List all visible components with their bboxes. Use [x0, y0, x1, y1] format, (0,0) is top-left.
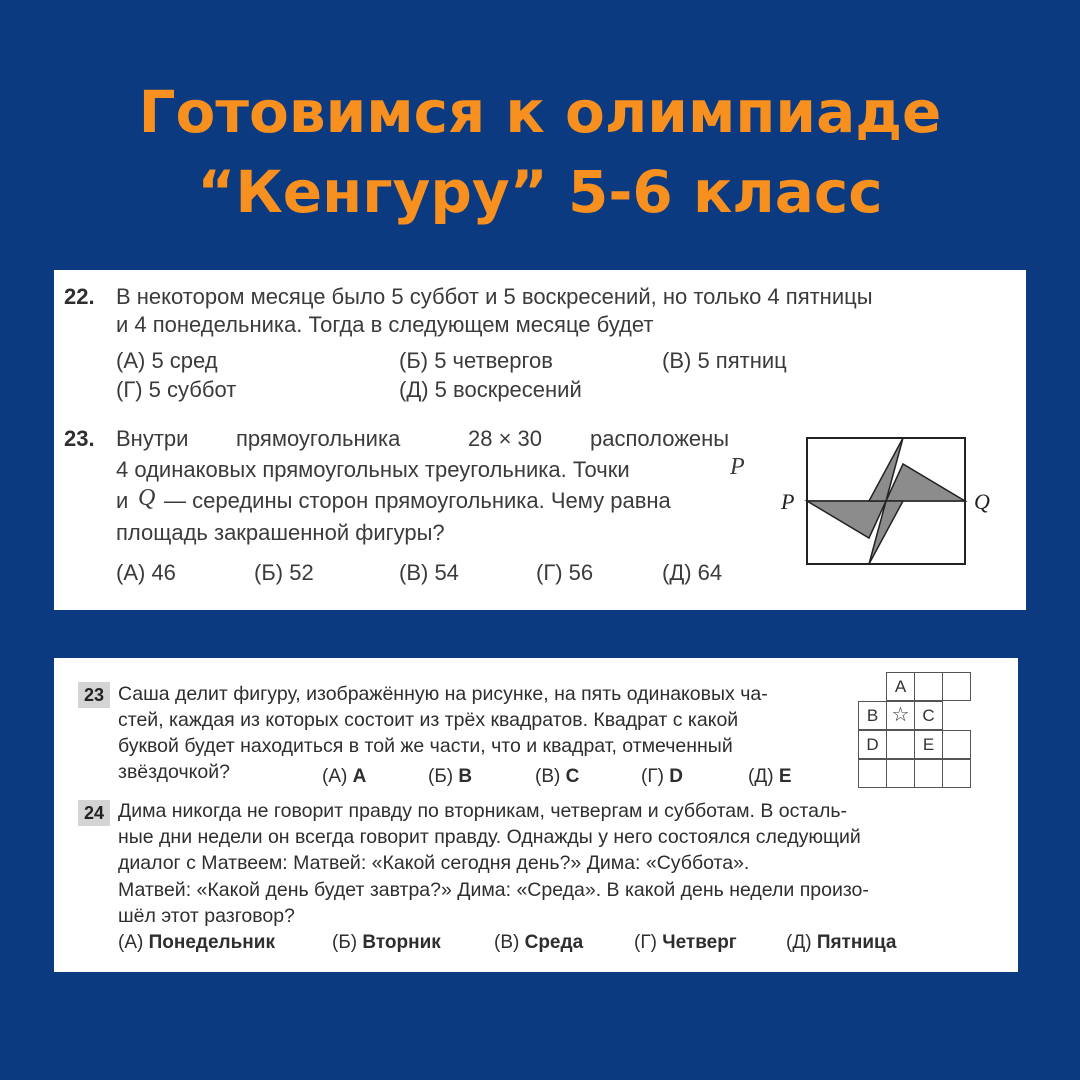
- problem-24-text-line-5: шёл этот разговор?: [118, 905, 295, 927]
- page-title: [0, 72, 1080, 232]
- problem-24-text-line-1: Дима никогда не говорит правду по вторникам, четвергам и субботам. В осталь-: [118, 800, 847, 822]
- problem-24-option-e: (Д) Пятница: [786, 932, 897, 953]
- problem-23a-text-line-4: площадь закрашенной фигуры?: [116, 520, 445, 545]
- problem-22-option-a: (А) 5 сред: [116, 348, 218, 373]
- problem-24-number: 24: [78, 800, 110, 826]
- problem-23a-text-line-3b: — середины сторон прямоугольника. Чему равна: [164, 488, 671, 513]
- grid-cell: [858, 759, 887, 788]
- problem-23a-dimensions: 28 × 30: [468, 426, 543, 451]
- grid-cell: [914, 759, 943, 788]
- problem-23b-option-e: (Д) E: [748, 766, 792, 787]
- problem-23a-option-b: (Б) 52: [254, 560, 314, 585]
- problem-24-text-line-2: ные дни недели он всегда говорит правду. Однажды у него состоялся следующий: [118, 826, 861, 848]
- problem-23b-option-c: (В) C: [535, 766, 580, 787]
- grid-cell: [942, 730, 971, 759]
- problem-23a-option-c: (В) 54: [399, 560, 459, 585]
- problem-24-option-d: (Г) Четверг: [634, 932, 737, 953]
- problem-23b-option-a: (А) A: [322, 766, 367, 787]
- problem-23a-word-3: расположены: [590, 426, 730, 451]
- problem-22-option-e: (Д) 5 воскресений: [399, 377, 582, 402]
- problem-22-text-line-2: и 4 понедельника. Тогда в следующем месяце будет: [116, 312, 654, 337]
- grid-cell-c: C: [914, 701, 943, 730]
- problem-24-option-c: (В) Среда: [494, 932, 584, 953]
- figure-label-q: Q: [974, 489, 990, 514]
- problem-22-option-d: (Г) 5 суббот: [116, 377, 237, 402]
- title-line-1: Готовимся к олимпиаде: [138, 78, 942, 146]
- problem-23a-option-e: (Д) 64: [662, 560, 723, 585]
- problem-23b-number: 23: [78, 682, 110, 708]
- problem-23b-option-d: (Г) D: [641, 766, 683, 787]
- grid-cell-e: E: [914, 730, 943, 759]
- grid-cell-star: ☆: [886, 701, 915, 730]
- problem-23b-option-b: (Б) B: [428, 766, 473, 787]
- problem-23a-text-line-2: 4 одинаковых прямоугольных треугольника. Точки: [116, 457, 630, 482]
- problem-23b-text-line-2: стей, каждая из которых состоит из трёх квадратов. Квадрат с какой: [118, 709, 739, 731]
- problem-card-1: [54, 270, 1026, 610]
- problem-23a-point-p: P: [730, 454, 745, 480]
- problem-24-text-line-4: Матвей: «Какой день будет завтра?» Дима: «Среда». В какой день недели произо-: [118, 879, 869, 901]
- problem-22-option-b: (Б) 5 четвергов: [399, 348, 553, 373]
- problem-23b-text-line-4: звёздочкой?: [118, 761, 230, 783]
- grid-cell-d: D: [858, 730, 887, 759]
- problem-24-text-line-3: диалог с Матвеем: Матвей: «Какой сегодня день?» Дима: «Суббота».: [118, 852, 750, 874]
- problem-23a-number: 23.: [64, 426, 95, 451]
- grid-cell: [942, 672, 971, 701]
- problem-22-number: 22.: [64, 284, 95, 309]
- grid-cell-a: A: [886, 672, 915, 701]
- grid-cell: [886, 730, 915, 759]
- problem-24-option-a: (А) Понедельник: [118, 932, 275, 953]
- problem-23a-word-2: прямоугольника: [236, 426, 401, 451]
- problem-22-text-line-1: В некотором месяце было 5 суббот и 5 воскресений, но только 4 пятницы: [116, 284, 873, 309]
- grid-cell: [886, 759, 915, 788]
- title-line-2: “Кенгуру” 5-6 класс: [197, 158, 883, 226]
- problem-23b-text-line-1: Саша делит фигуру, изображённую на рисунке, на пять одинаковых ча-: [118, 683, 768, 705]
- grid-cell-b: B: [858, 701, 887, 730]
- problem-23b-text-line-3: буквой будет находиться в той же части, что и квадрат, отмеченный: [118, 735, 733, 757]
- grid-cell: [914, 672, 943, 701]
- problem-22-option-c: (В) 5 пятниц: [662, 348, 787, 373]
- problem-23a-point-q: Q: [138, 485, 156, 511]
- problem-23a-option-a: (А) 46: [116, 560, 176, 585]
- problem-23a-word-1: Внутри: [116, 426, 189, 451]
- problem-24-option-b: (Б) Вторник: [332, 932, 441, 953]
- problem-23a-option-d: (Г) 56: [536, 560, 594, 585]
- grid-cell: [942, 759, 971, 788]
- problem-23a-text-line-3a: и: [116, 488, 129, 513]
- figure-label-p: P: [781, 489, 795, 514]
- rectangle-triangles-figure: [769, 430, 1009, 580]
